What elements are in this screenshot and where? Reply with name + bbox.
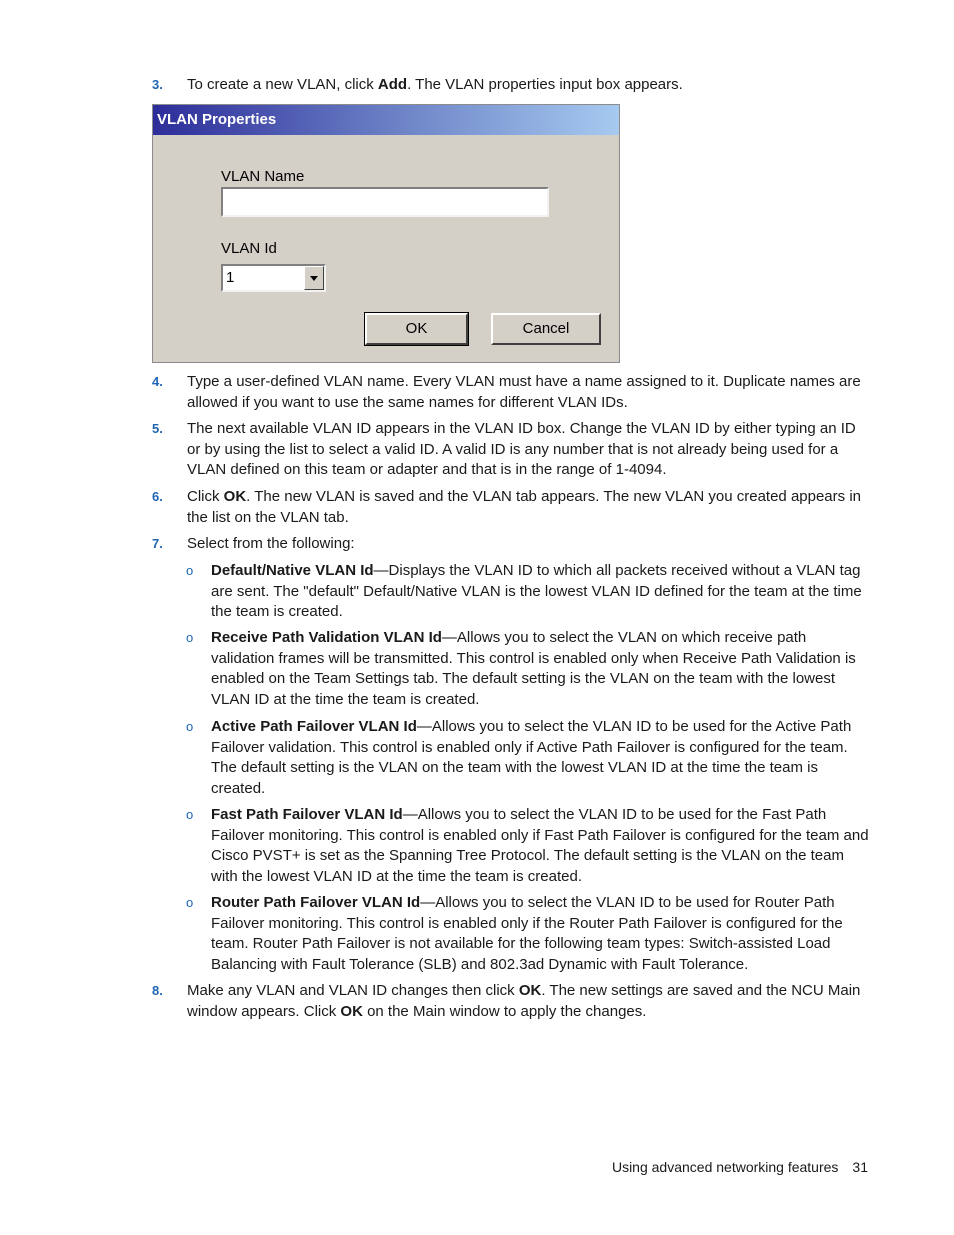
bullet-icon: o [186,807,194,822]
step-text: Click OK. The new VLAN is saved and the VLAN tab appears. The new VLAN you created appears in the list on the VLAN tab. [187,488,861,526]
cancel-button[interactable]: Cancel [491,313,601,345]
bullet-icon: o [186,630,194,645]
step-text: Select from the following: [187,535,355,552]
step-5 [152,419,872,481]
option-description: —Allows you to select the VLAN on which receive path validation frames will be transmitted. This control is enabled only when Receive Path Validation is enabled on the Team Settings tab. The default setting is the VLAN on the team with the lowest VLAN ID at the time the team is created. [211,629,856,708]
page-number: 31 [852,1159,868,1175]
vlan-id-value: 1 [226,269,235,286]
step-number: 3. [152,77,163,92]
option-description: —Allows you to select the VLAN ID to be used for the Active Path Failover validation. This control is enabled only if Active Path Failover is configured for the team. The default setting is the VLAN on the team with the lowest VLAN ID at the time the team is created. [211,718,852,797]
step-text: The next available VLAN ID appears in the VLAN ID box. Change the VLAN ID by either typing an ID or by using the list to select a valid ID. A valid ID is any number that is not already being used for a VLAN defined on this team or adapter and that is in the range of 1-4094. [187,420,856,478]
list-item [186,805,872,887]
page-footer [560,1157,868,1178]
list-item [186,893,872,975]
ok-button[interactable]: OK [365,313,468,345]
vlan-id-label: VLAN Id [221,240,277,257]
option-term: Fast Path Failover VLAN Id [211,806,403,823]
list-item [186,628,872,710]
option-term: Active Path Failover VLAN Id [211,718,417,735]
bullet-icon: o [186,895,194,910]
step-text: Make any VLAN and VLAN ID changes then click OK. The new settings are saved and the NCU Main window appears. Click OK on the Main window to apply the changes. [187,982,861,1020]
bullet-icon: o [186,563,194,578]
step-3 [152,75,872,96]
step-4 [152,372,872,413]
vlan-name-input[interactable] [221,187,549,217]
step-8 [152,981,872,1022]
option-description: —Allows you to select the VLAN ID to be used for the Fast Path Failover monitoring. This control is enabled only if Fast Path Failover is configured for the team and Cisco PVST+ is set as the Spanning Tree Protocol. The default setting is the VLAN on the team with the lowest VLAN ID at the time the team is created. [211,806,869,885]
step-number: 8. [152,983,163,998]
step-text: To create a new VLAN, click Add. The VLAN properties input box appears. [187,76,683,93]
step-number: 6. [152,489,163,504]
list-item [186,561,872,623]
step-text: Type a user-defined VLAN name. Every VLAN must have a name assigned to it. Duplicate names are allowed if you want to use the same names for different VLAN IDs. [187,373,861,411]
chevron-down-icon[interactable] [304,266,324,290]
vlan-name-label: VLAN Name [221,168,305,185]
vlan-id-dropdown[interactable] [221,264,326,292]
option-term: Router Path Failover VLAN Id [211,894,421,911]
footer-section-title: Using advanced networking features [611,1159,839,1175]
step-number: 4. [152,374,163,389]
option-description: —Allows you to select the VLAN ID to be used for Router Path Failover monitoring. This control is enabled only if the Router Path Failover is configured for the team. Router Path Failover is not available for the following team types: Switch-assisted Load Balancing with Fault Tolerance (SLB) and 802.3ad Dynamic with Fault Tolerance. [211,894,843,973]
step-number: 7. [152,536,163,551]
option-description: —Displays the VLAN ID to which all packets received without a VLAN tag are sent. The "default" Default/Native VLAN is the lowest VLAN ID defined for the team at the time the team is created. [211,562,862,620]
vlan-properties-dialog [152,104,620,363]
option-term: Default/Native VLAN Id [211,562,374,579]
bullet-icon: o [186,719,194,734]
step-7 [152,534,872,555]
option-term: Receive Path Validation VLAN Id [211,629,442,646]
step-number: 5. [152,421,163,436]
step-6 [152,487,872,528]
dialog-title-bar: VLAN Properties [153,105,619,135]
list-item [186,717,872,799]
